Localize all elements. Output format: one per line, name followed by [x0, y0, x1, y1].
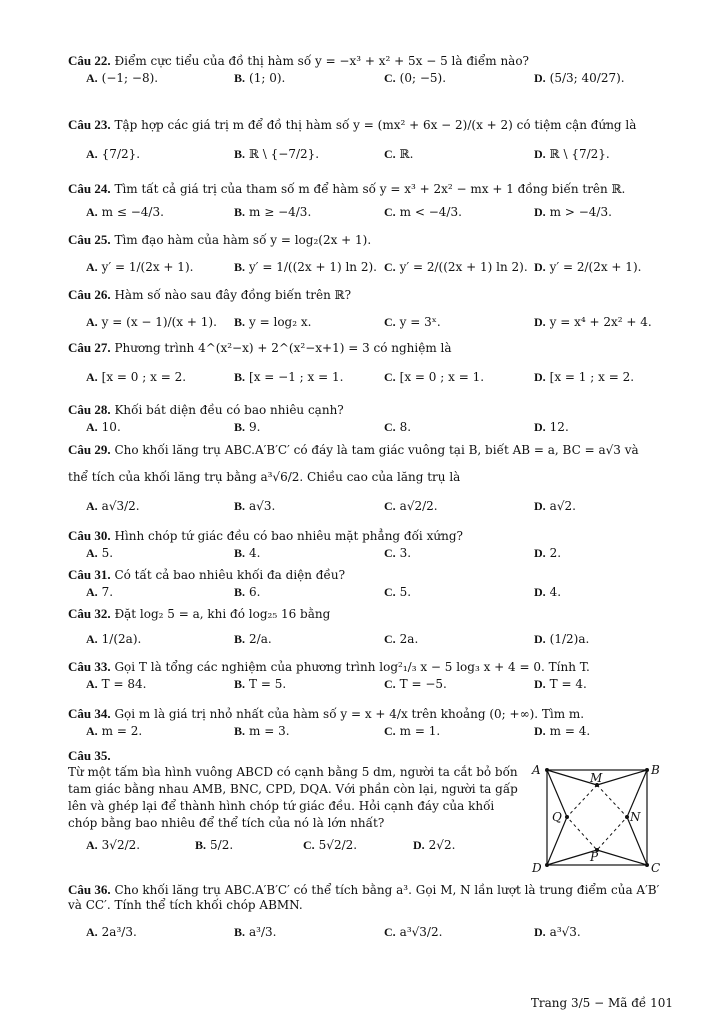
- vertex-label: N: [630, 810, 641, 824]
- question-24: Câu 24. Tìm tất cả giá trị của tham số m để hàm số y = x³ + 2x² − mx + 1 đồng biến trên ℝ. A. m ≤ −4/3. B. m ≥ −4/3. C. m < −4/3. D. m > −4/3.: [68, 181, 626, 219]
- vertex-label: C: [651, 861, 661, 875]
- question-25: Câu 25. Tìm đạo hàm của hàm số y = log₂(2x + 1). A. y′ = 1/(2x + 1). B. y′ = 1/((2x + 1) ln 2). C. y′ = 2/((2x + 1) ln 2). D. y′ = 2/(2x + 1).: [68, 232, 642, 274]
- vertex-label: B: [651, 763, 660, 777]
- question-26: Câu 26. Hàm số nào sau đây đồng biến trên ℝ? A. y = (x − 1)/(x + 1). B. y = log₂ x. C. y = 3ˣ. D. y = x⁴ + 2x² + 4.: [68, 287, 652, 329]
- question-35: Câu 35. Từ một tấm bìa hình vuông ABCD có cạnh bằng 5 dm, người ta cắt bỏ bốn tam giác bằng nhau AMB, BNC, CPD, DQA. Với phần còn lại, người ta gấp lên và ghép lại để thành hình chóp tứ giác đều. Hỏi cạnh đáy của khối chóp bằng bao nhiêu để thể tích của nó là lớn nhất? A. 3√2/2. B. 5/2. C. 5√2/2. D. 2√2.: [68, 748, 518, 852]
- question-label: Câu 22.: [68, 53, 111, 68]
- option-a: A. (−1; −8).: [86, 71, 159, 85]
- vertex-label: D: [532, 861, 542, 875]
- option-a: A. {7/2}.: [86, 147, 141, 161]
- question-34: Câu 34. Gọi m là giá trị nhỏ nhất của hàm số y = x + 4/x trên khoảng (0; +∞). Tìm m. A. m = 2. B. m = 3. C. m = 1. D. m = 4.: [68, 706, 591, 738]
- option-c: C. ℝ.: [384, 147, 414, 161]
- question-30: Câu 30. Hình chóp tứ giác đều có bao nhiêu mặt phẳng đối xứng? A. 5. B. 4. C. 3. D. 2.: [68, 528, 562, 560]
- question-23: Câu 23. Tập hợp các giá trị m để đồ thị hàm số y = (mx² + 6x − 2)/(x + 2) có tiệm cận đứng là A. {7/2}. B. ℝ \ {−7/2}. C. ℝ. D. ℝ \ {7/2}.: [68, 117, 637, 161]
- question-22: [68, 53, 668, 91]
- question-32: Câu 32. Đặt log₂ 5 = a, khi đó log₂₅ 16 bằng A. 1/(2a). B. 2/a. C. 2a. D. (1/2)a.: [68, 606, 590, 646]
- option-d: D. (5/3; 40/27).: [534, 71, 625, 85]
- question-text: Điểm cực tiểu của đồ thị hàm số y = −x³ + x² + 5x − 5 là điểm nào?: [114, 54, 529, 68]
- question-27: Câu 27. Phương trình 4^(x²−x) + 2^(x²−x+1) = 3 có nghiệm là A. [x = 0 ; x = 2. B. [x = −1 ; x = 1. C. [x = 0 ; x = 1. D. [x = 1 ; x = 2.: [68, 340, 635, 384]
- page-footer: Trang 3/5 − Mã đề 101: [530, 996, 673, 1010]
- question-31: Câu 31. Có tất cả bao nhiêu khối đa diện đều? A. 7. B. 6. C. 5. D. 4.: [68, 567, 562, 599]
- option-b: B. (1; 0).: [234, 71, 286, 85]
- question-29: Câu 29. Cho khối lăng trụ ABC.A′B′C′ có đáy là tam giác vuông tại B, biết AB = a, BC = a√3 và thể tích của khối lăng trụ bằng a³√6/2. Chiều cao của lăng trụ là A. a√3/2. B. a√3. C. a√2/2. D. a√2.: [68, 442, 639, 513]
- vertex-label: P: [590, 850, 599, 864]
- option-c: C. (0; −5).: [384, 71, 447, 85]
- question-text: Từ một tấm bìa hình vuông ABCD có cạnh bằng 5 dm, người ta cắt bỏ bốn tam giác bằng nhau AMB, BNC, CPD, DQA. Với phần còn lại, người ta gấp lên và ghép lại để thành hình chóp tứ giác đều. Hỏi cạnh đáy của khối chóp bằng bao nhiêu để thể tích của nó là lớn nhất?: [68, 765, 518, 830]
- option-d: D. ℝ \ {7/2}.: [534, 147, 610, 161]
- vertex-label: A: [532, 763, 541, 777]
- question-36: Câu 36. Cho khối lăng trụ ABC.A′B′C′ có thể tích bằng a³. Gọi M, N lần lượt là trung điểm của A′B′ và CC′. Tính thể tích khối chóp ABMN. A. 2a³/3. B. a³/3. C. a³√3/2. D. a³√3.: [68, 882, 660, 939]
- square-figure: [528, 760, 663, 875]
- option-b: B. ℝ \ {−7/2}.: [234, 147, 320, 161]
- vertex-label: Q: [552, 810, 562, 824]
- question-33: Câu 33. Gọi T là tổng các nghiệm của phương trình log²₁/₃ x − 5 log₃ x + 4 = 0. Tính T. A. T = 84. B. T = 5. C. T = −5. D. T = 4.: [68, 659, 590, 691]
- vertex-label: M: [590, 771, 603, 785]
- question-28: Câu 28. Khối bát diện đều có bao nhiêu cạnh? A. 10. B. 9. C. 8. D. 12.: [68, 402, 569, 434]
